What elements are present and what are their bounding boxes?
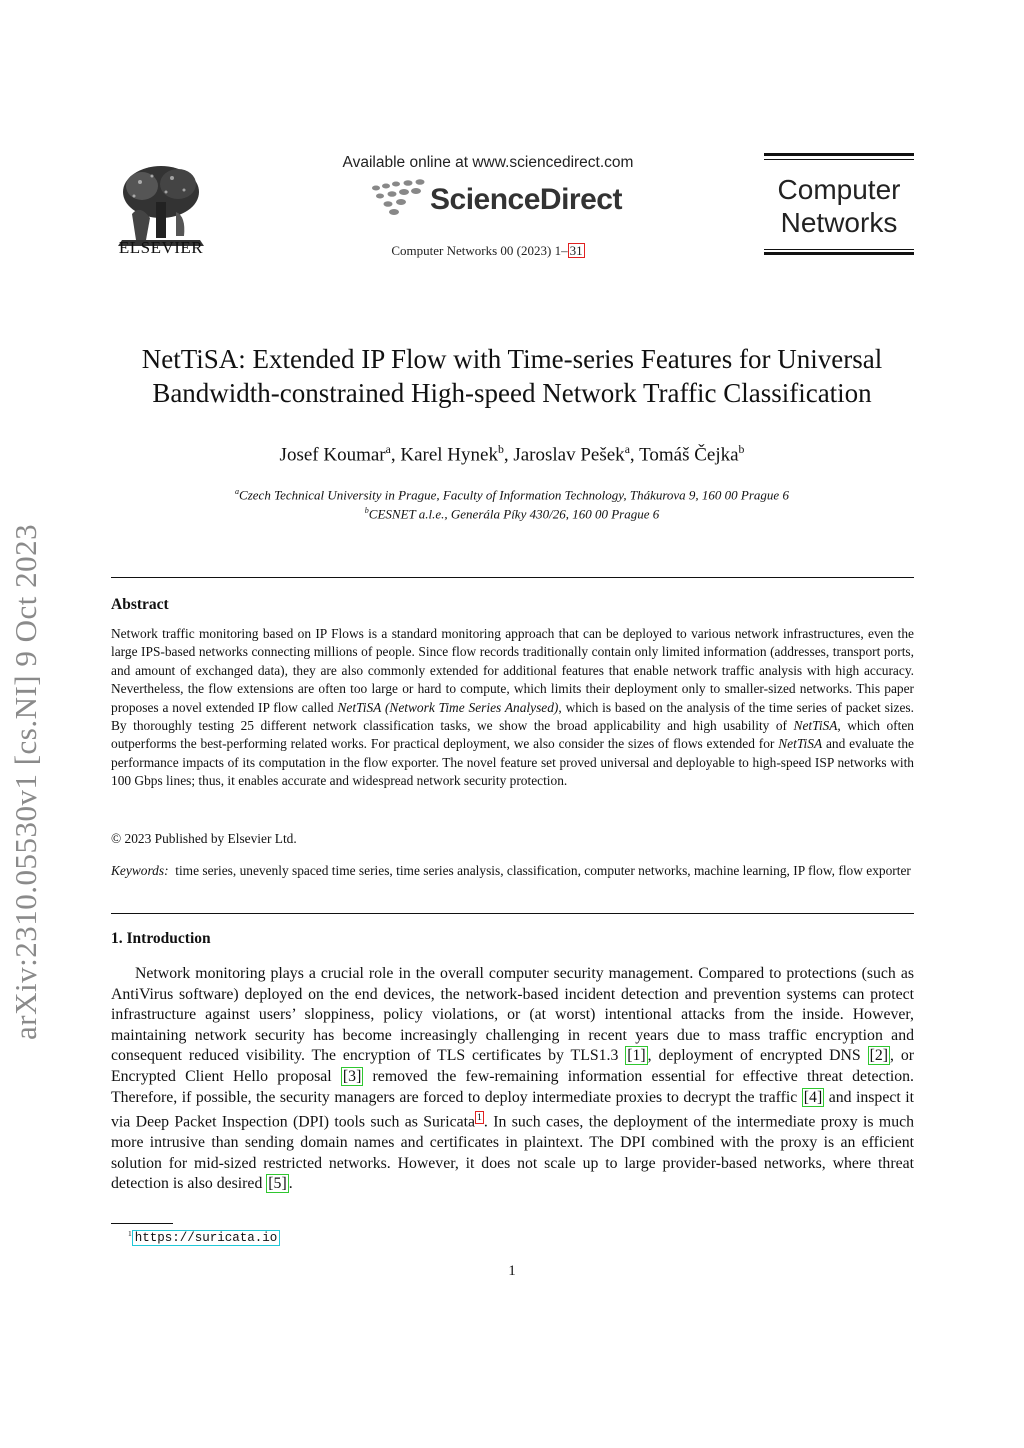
abstract-text: , which is based on the analysis of the time series of packet sizes. By thoroughly testing 25 different network classification tasks, we show the broad applicability and high usability of <box>111 699 914 734</box>
journal-name-line2: Networks <box>780 207 898 238</box>
arxiv-identifier: arXiv:2310.05530v1 [cs.NI] 9 Oct 2023 <box>8 523 43 1040</box>
affiliation-b-mark: b <box>364 506 369 516</box>
author-separator: , <box>390 444 401 466</box>
footnote-url-link[interactable]: https://suricata.io <box>132 1230 281 1246</box>
journal-name <box>764 173 914 239</box>
paper-title <box>90 342 934 410</box>
introduction-paragraph <box>111 964 914 1195</box>
abstract-emphasis: NetTiSA (Network Time Series Analysed) <box>337 699 559 715</box>
intro-text: Network monitoring plays a crucial role in the overall computer security management. Compared to protections (such as AntiVirus software) deployed on the end devices, the network-based incident detection and prevention systems can protect infrastructure against users’ sloppiness, policy violations, or (at worst) intentional attacks from the inside. However, maintaining network security has become increasingly challenging in recent years due to mass traffic encryption and consequent reduced visibility. The encryption of TLS certificates by TLS1.3 <box>111 965 914 1065</box>
intro-text: and inspect it via Deep Packet Inspection (DPI) tools such as Suricata <box>111 1088 914 1131</box>
sciencedirect-wordmark: ScienceDirect <box>430 183 622 216</box>
journal-box-top-rule-thin <box>764 159 914 160</box>
footnote-mark: 1 <box>128 1229 132 1238</box>
journal-reference-text: Computer Networks 00 (2023) 1– <box>391 243 568 258</box>
copyright-notice: © 2023 Published by Elsevier Ltd. <box>111 831 297 846</box>
abstract-text: and evaluate the performance impacts of its computation in the flow exporter. The novel feature set proved universal and deployable to high-speed ISP networks with 100 Gbps lines; thus, it enables accurate and widespread network security protection. <box>111 736 914 789</box>
author-name: Josef Koumar <box>279 444 386 466</box>
affiliation-a-text: Czech Technical University in Prague, Faculty of Information Technology, Thákurova 9, 160 00 Prague 6 <box>239 487 789 503</box>
affiliation-mark: b <box>497 443 504 456</box>
journal-name-line1: Computer <box>777 174 901 205</box>
footnote-link[interactable]: 1 <box>477 1112 482 1124</box>
elsevier-wordmark: ELSEVIER <box>118 238 204 257</box>
author-separator: , <box>503 444 514 466</box>
journal-name-box <box>764 153 914 259</box>
author-list <box>90 443 934 466</box>
intro-text: , or Encrypted Client Hello proposal <box>111 1047 914 1085</box>
sciencedirect-dots-icon <box>368 178 428 218</box>
journal-box-top-rule <box>764 153 914 156</box>
intro-text: . In such cases, the deployment of the intermediate proxy is much more intrusive than sending domain names and certificates in plaintext. The DPI combined with the proxy is an efficient solution for mid-sized restricted networks. However, it does not scale up to large provider-based networks, where threat detection is also desired <box>111 1113 914 1193</box>
footnote <box>128 1229 280 1245</box>
abstract-emphasis: NetTiSA <box>778 736 823 752</box>
citation-link[interactable]: [4] <box>803 1088 823 1106</box>
author-name: Karel Hynek <box>400 444 498 466</box>
abstract-bottom-rule <box>111 913 914 914</box>
author-separator: , <box>629 444 640 466</box>
abstract-text: , which often outperforms the best-performing related works. For practical deployment, we also consider the sizes of flows extended for <box>111 718 914 752</box>
author-name: Jaroslav Pešek <box>513 444 625 466</box>
page-number: 1 <box>508 1263 516 1279</box>
citation-link[interactable]: [3] <box>342 1067 362 1085</box>
affiliation-a-mark: a <box>235 487 240 496</box>
abstract-body <box>111 625 914 791</box>
abstract-emphasis: NetTiSA <box>793 718 838 734</box>
affiliation-mark: a <box>385 443 391 456</box>
footnote-rule <box>111 1223 173 1224</box>
affiliation-a <box>90 484 934 503</box>
abstract-heading: Abstract <box>111 596 169 613</box>
affiliation-mark: b <box>738 443 745 456</box>
available-online-text: Available online at www.sciencedirect.com <box>342 154 634 171</box>
section-heading-introduction: 1. Introduction <box>111 930 211 947</box>
affiliation-b <box>90 503 934 522</box>
last-page-link[interactable]: 31 <box>569 243 583 258</box>
journal-reference <box>300 243 676 259</box>
journal-box-bottom-rule <box>764 252 914 255</box>
keywords-text: time series, unevenly spaced time series, time series analysis, classification, computer networks, machine learning, IP flow, flow exporter <box>175 863 911 878</box>
intro-text: removed the few-remaining information essential for effective threat detection. Therefore, if possible, the security managers are forced to deploy intermediate proxies to decrypt the traffic <box>111 1067 914 1106</box>
keywords-label: Keywords: <box>111 863 169 878</box>
affiliation-mark: a <box>624 443 630 456</box>
journal-box-bottom-rule-thin <box>764 249 914 250</box>
author-name: Tomáš Čejka <box>639 444 739 466</box>
affiliation-b-text: CESNET a.l.e., Generála Píky 430/26, 160 00 Prague 6 <box>368 506 660 522</box>
keywords <box>111 862 914 880</box>
citation-link[interactable]: [2] <box>869 1047 889 1065</box>
abstract-top-rule <box>111 577 914 578</box>
intro-text: . <box>288 1175 293 1193</box>
paper-title-line2: Bandwidth-constrained High-speed Network Traffic Classification <box>152 378 872 408</box>
citation-link[interactable]: [5] <box>268 1175 287 1193</box>
abstract-text: Network traffic monitoring based on IP Flows is a standard monitoring approach that can be deployed to various network infrastructures, even the large IPS-based networks connecting millions of people. Since flow records traditionally contain only limited information (addresses, transport ports, and amount of exchanged data), they are also commonly extended for additional features that enable network traffic analysis with high accuracy. Nevertheless, the flow extensions are often too large or hard to compute, which limits their deployment only to smaller-sized networks. This paper proposes a novel extended IP flow called <box>111 626 914 715</box>
intro-text: , deployment of encrypted DNS <box>647 1047 868 1065</box>
citation-link[interactable]: [1] <box>627 1047 646 1065</box>
paper-title-line1: NetTiSA: Extended IP Flow with Time-series Features for Universal <box>141 344 883 374</box>
affiliations <box>90 484 934 523</box>
